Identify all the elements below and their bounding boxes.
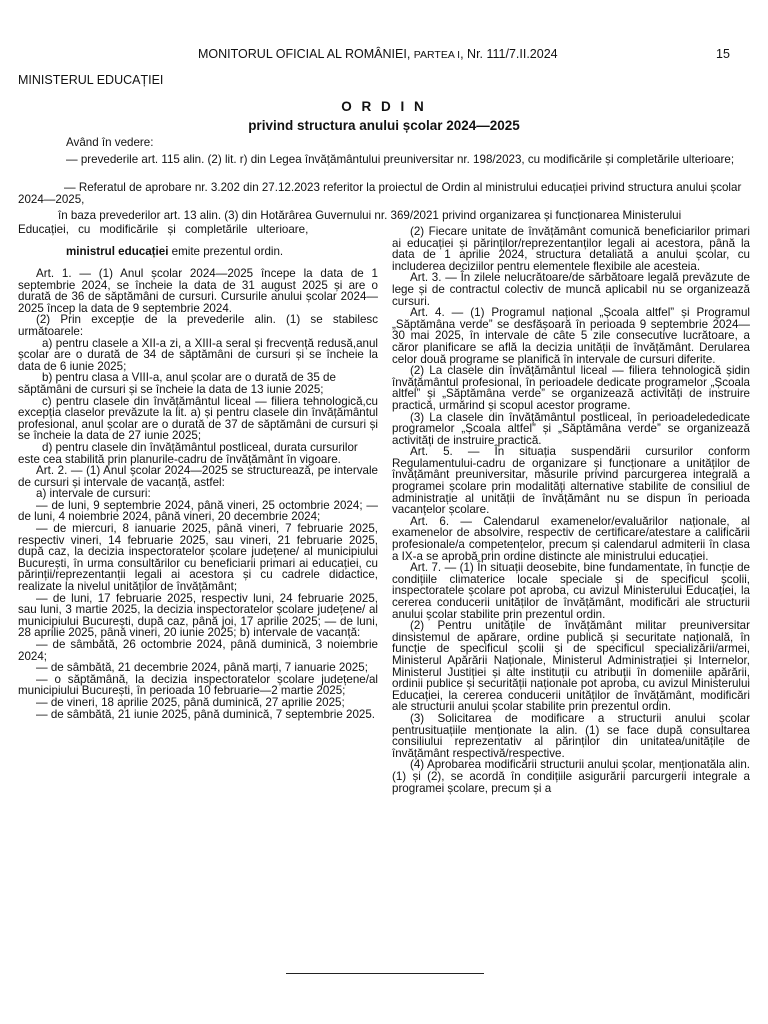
art-2-interval-2: — de miercuri, 8 ianuarie 2025, până vineri, 7 februarie 2025, respectiv vineri, 14 februarie 2025, sau vineri, 21 februarie 2025, după caz, la decizia inspectoratelor școlare județene/ al municipiului București, în urma consultărilor cu beneficiarii primari ai educației, cu părinții/reprezentanții legali ai acestora și cu cadrele didactice, realizate la nivelul unităților de învățământ; bbox=[18, 522, 378, 594]
art-7-par-1: Art. 7. — (1) În situații deosebite, bine fundamentate, în funcție de condițiile climaterice locale speciale și de specificul școlii, inspectoratele școlare pot aproba, cu avizul Ministerului Educației, la cererea conducerii unităților de învățământ, modificări ale structurii anului școlar stabilite prin prezentul ordin. bbox=[392, 561, 750, 621]
art-1-let-b-cont: săptămâni de cursuri și se încheie la data de 13 iunie 2025; bbox=[18, 382, 324, 396]
art-4-par-2: (2) La clasele din învățământul liceal — filiera tehnologică șidin învățământul profesional, în perioadele dedicate programelor „Școala altfel” și „Săptămâna verde” se organizează activități de instruire practică, urmărind și scopul acestor programe. bbox=[392, 364, 750, 412]
right-column bbox=[392, 226, 750, 794]
art-1-par-1: Art. 1. — (1) Anul școlar 2024—2025 începe la data de 1 septembrie 2024, se încheie la data de 31 august 2025 și are o durată de 36 de săptămâni de cursuri. Cursurile anului școlar 2024—2025 încep la data de 9 septembrie 2024. bbox=[18, 267, 378, 315]
title-rest: , Nr. 111/7.II.2024 bbox=[460, 47, 558, 61]
page-header bbox=[0, 47, 768, 65]
intro-item-2: — Referatul de aprobare nr. 3.202 din 27.12.2023 referitor la proiectul de Ordin al ministrului educației privind structura anului școlar 2024—2025, bbox=[18, 181, 742, 207]
art-4-par-3: (3) La clasele din învățământul postliceal, în perioadelededicate programelor „Școala altfel” și „Săptămâna verde” se organizează activități de instruire practică. bbox=[392, 410, 750, 447]
art-1-let-d-cont: este cea stabilită prin planurile-cadru de învățământ în vigoare. bbox=[18, 452, 341, 466]
art-1-let-a: a) pentru clasele a XII-a zi, a XIII-a seral și frecvență redusă,anul școlar are o durată de 34 de săptămâni de cursuri și se încheie la data de 6 iunie 2025; bbox=[18, 336, 378, 373]
art-2-vacation-2: — de sâmbătă, 21 decembrie 2024, până marți, 7 ianuarie 2025; bbox=[36, 661, 368, 675]
ministry-name: MINISTERUL EDUCAȚIEI bbox=[18, 73, 164, 87]
art-7-par-4: (4) Aprobarea modificării structurii anului școlar, menționatăla alin. (1) și (2), se acordă în condițiile asigurării parcurgerii integrale a programei școlare, precum și a bbox=[392, 758, 750, 795]
art-2-vacation-5: — de sâmbătă, 21 iunie 2025, până duminică, 7 septembrie 2025. bbox=[36, 707, 376, 721]
title-main: MONITORUL OFICIAL AL ROMÂNIEI, bbox=[198, 47, 411, 61]
art-2-par-2: (2) Fiecare unitate de învățământ comunică beneficiarilor primari ai educației și părinților/reprezentanților legali ai acestora, până la data de 1 aprilie 2024, structura detaliată a anului școlar, cu includerea deciziilor pentru elementele flexibile ale acesteia. bbox=[392, 225, 750, 273]
publication-title bbox=[198, 47, 558, 61]
issuer-bold: ministrul educației bbox=[66, 245, 169, 258]
left-column bbox=[18, 268, 378, 720]
art-2-interval-1: — de luni, 9 septembrie 2024, până vineri, 25 octombrie 2024; — de luni, 4 noiembrie 2024, până vineri, 20 decembrie 2024; bbox=[18, 498, 378, 524]
art-4-par-1: Art. 4. — (1) Programul național „Școala altfel” și Programul „Săptămâna verde” se desfășoară în perioada 9 septembrie 2024—30 mai 2025, în intervale de câte 5 zile consecutive lucrătoare, a căror planificare se află la decizia unității de învățământ. Derularea celor două programe se planifică în intervale de cursuri diferite. bbox=[392, 306, 750, 366]
art-5: Art. 5. — În situația suspendării cursurilor conform Regulamentului-cadru de organizare și funcționare a unităților de învățământ preuniversitar, măsurile privind parcurgerea integrală a programei școlare prin modalități alternative stabilite de consiliul de administrație al unității de învățământ nu se dispun în perioada vacanțelor școlare. bbox=[392, 445, 750, 517]
art-1-par-2: (2) Prin excepție de la prevederile alin. (1) se stabilesc următoarele: bbox=[18, 313, 378, 338]
art-2-par-1: Art. 2. — (1) Anul școlar 2024—2025 se structurează, pe intervale de cursuri și intervale de vacanță, astfel: bbox=[18, 464, 378, 489]
intro-item-1: — prevederile art. 115 alin. (2) lit. r) din Legea învățământului preuniversitar nr. 198/2023, cu modificările și completările ulterioare; bbox=[66, 153, 735, 166]
footer-rule bbox=[286, 973, 484, 974]
art-1-let-c: c) pentru clasele din învățământul liceal — filiera tehnologică,cu excepția claselor prevăzute la lit. a) și pentru clasele din învățământul profesional, anul școlar are o durată de 37 de săptămâni de cursuri și se încheie la data de 27 iunie 2025; bbox=[18, 394, 378, 443]
art-1-let-b: b) pentru clasa a VIII-a, anul școlar are o durată de 35 de bbox=[42, 371, 336, 385]
art-7-par-3: (3) Solicitarea de modificare a structurii anului școlar pentrusituațiile menționate la alin. (1) se face după consultarea consiliului reprezentativ al părinților din unitatea/unitățile de învățământ respectivă/respective. bbox=[392, 711, 750, 760]
order-title: O R D I N bbox=[341, 99, 427, 114]
art-1-let-d: d) pentru clasele din învățământul postliceal, durata cursurilor bbox=[42, 440, 358, 454]
order-subtitle: privind structura anului școlar 2024—2025 bbox=[248, 118, 520, 133]
issuing-clause bbox=[66, 246, 386, 258]
art-7-par-2: (2) Pentru unitățile de învățământ militar preuniversitar dinsistemul de apărare, ordine publică și securitate națională, în funcție de specificul școlii și de specificul specializării/armei, Ministerul Apărării Naționale, Ministerul Administrației și Internelor, Ministerul Justiției și alte instituții cu atribuții în domeniile apărării, ordinii publice și securității naționale pot aproba, cu avizul Ministerului Educației, la cererea conducerii unităților de învățământ, modificări ale structurii anului școlar stabilite prin prezentul ordin. bbox=[392, 619, 750, 714]
art-2-vacation-3: — o săptămână, la decizia inspectoratelor școlare județene/al municipiului București, în perioada 10 februarie—2 martie 2025; bbox=[18, 672, 378, 698]
art-6: Art. 6. — Calendarul examenelor/evaluărilor naționale, al examenelor de absolvire, respectiv de certificare/atestare a calificării profesionale/a competențelor, precum și calendarul admiterii în clasa a IX-a se aprobă prin ordine distincte ale ministrului educației. bbox=[392, 514, 750, 563]
art-2-vacation-1: — de sâmbătă, 26 octombrie 2024, până duminică, 3 noiembrie 2024; bbox=[18, 638, 378, 663]
page-number: 15 bbox=[716, 47, 730, 61]
intro-item-3-line-1: în baza prevederilor art. 13 alin. (3) din Hotărârea Guvernului nr. 369/2021 privind organizarea și funcționarea Ministerului bbox=[58, 209, 682, 222]
issuer-rest: emite prezentul ordin. bbox=[168, 245, 284, 258]
art-2-let-a: a) intervale de cursuri: bbox=[36, 487, 151, 501]
intro-item-3-line-2: Educației, cu modificările și completările ulterioare, bbox=[18, 223, 309, 236]
art-2-vacation-4: — de vineri, 18 aprilie 2025, până duminică, 27 aprilie 2025; bbox=[36, 695, 345, 709]
intro-considering: Având în vedere: bbox=[66, 136, 154, 149]
art-2-interval-3: — de luni, 17 februarie 2025, respectiv luni, 24 februarie 2025, sau luni, 3 martie 2025, la decizia inspectoratelor școlare județene/ al municipiului București, după caz, până joi, 17 aprilie 2025; — de luni, 28 aprilie 2025, până vineri, 20 iunie 2025; b) intervale de vacanță: bbox=[18, 591, 378, 640]
title-part: PARTEA I bbox=[413, 49, 461, 61]
art-3: Art. 3. — În zilele nelucrătoare/de sărbătoare legală prevăzute de lege și de contractul colectiv de muncă aplicabil nu se organizează cursuri. bbox=[392, 271, 750, 308]
